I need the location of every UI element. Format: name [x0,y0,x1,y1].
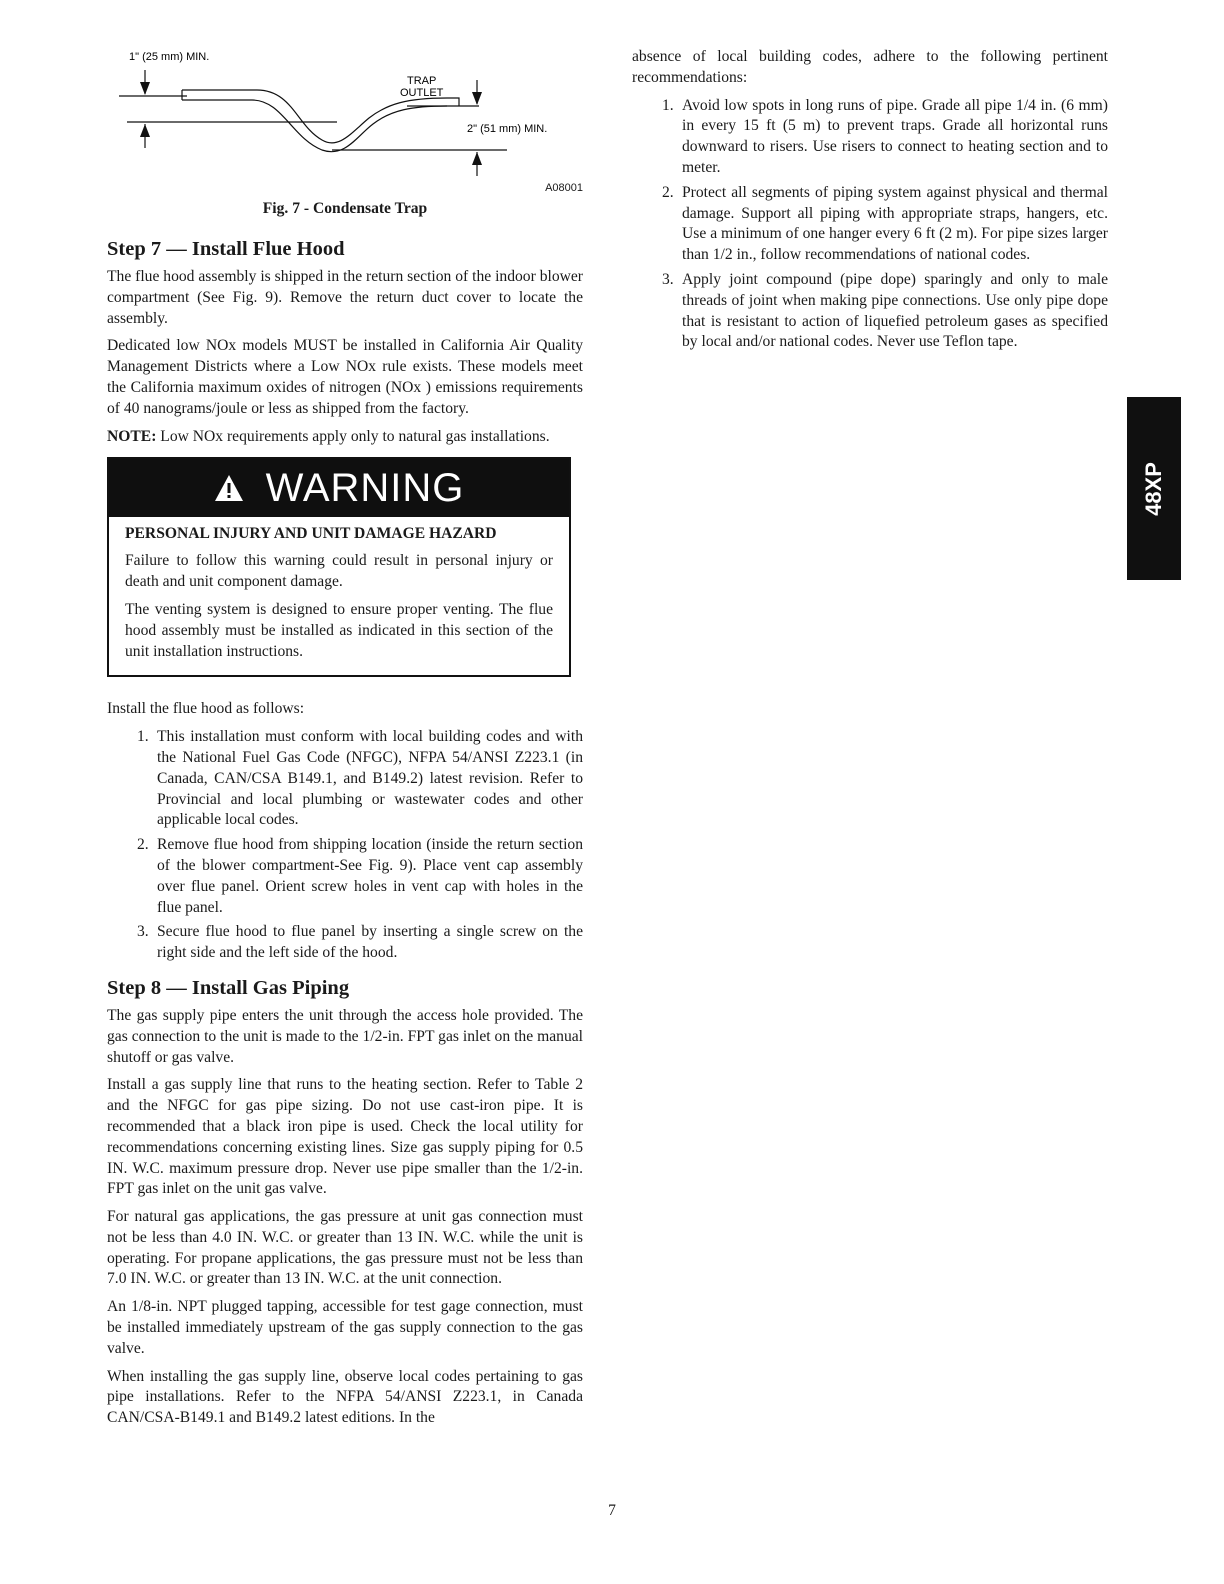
step8-para1: The gas supply pipe enters the unit through the access hole provided. The gas connection to the unit is made to the 1/2-in. FPT gas inlet on the manual shutoff or gas valve. [107,1006,583,1066]
install-flue-list [107,727,583,964]
warning-title: WARNING [265,465,465,510]
step8-para5: When installing the gas supply line, observe local codes pertaining to gas pipe installations. Refer to the NFPA 54/ANSI Z223.1, in Canada CAN/CSA-B149.1 and B149.2 latest editions. In the [107,1367,583,1427]
warning-body [109,517,569,675]
list-item: 3. Apply joint compound (pipe dope) sparingly and only to male threads of joint when making pipe connections. Use only pipe dope that is resistant to action of liquefied petroleum gases as specified by local and/or national codes. Never use Teflon tape. [662,270,1108,351]
condensate-trap-figure [107,40,583,225]
step7-para1: The flue hood assembly is shipped in the return section of the indoor blower compartment (See Fig. 9). Remove the return duct cover to locate the assembly. [107,268,583,327]
page-number: 7 [608,1502,616,1519]
figure-caption: Fig. 7 - Condensate Trap [262,200,428,217]
arrow-up-icon [140,124,150,137]
warning-header [109,459,569,517]
install-flue-intro: Install the flue hood as follows: [107,700,305,718]
list-item: 1. Avoid low spots in long runs of pipe. Grade all pipe 1/4 in. (6 mm) in every 15 ft (5 m) to prevent traps. Grade all horizontal runs downward to risers. Use risers to connect to heating section and to meter. [662,96,1108,176]
left-column [107,40,583,1436]
step8-para3: For natural gas applications, the gas pressure at unit gas connection must not be less than 4.0 IN. W.C. or greater than 13 IN. W.C. while the unit is operating. For propane applications, the gas pressure must not be less than 7.0 IN. W.C. or greater than 13 IN. W.C. at the unit connection. [107,1208,583,1288]
step7-note [107,427,583,448]
condensate-trap-diagram [107,40,583,200]
step7-para2: Dedicated low NOx models MUST be installed in California Air Quality Management Districts where a Low NOx rule exists. These models meet the California maximum oxides of nitrogen (NOx ) emissions requirements of 40 nanograms/joule or less as shipped from the factory. [107,337,583,417]
label-outlet: OUTLET [400,87,444,99]
side-tab [1127,397,1181,580]
label-trap: TRAP [407,75,437,87]
step8-para2: Install a gas supply line that runs to the heating section. Refer to Table 2 and the NFGC for gas pipe sizing. Do not use cast-iron pipe. It is recommended that a black iron pipe is used. Check the local utility for recommendations concerning existing lines. Size gas supply piping for 0.5 IN. W.C. maximum pressure drop. Never use pipe smaller than the 1/2-in. FPT gas inlet on the unit gas valve. [107,1076,583,1198]
note-text: Low NOx requirements apply only to natural gas installations. [156,427,550,445]
trap-pipe-lower [182,100,447,152]
list-item: 2. Remove flue hood from shipping location (inside the return section of the blower compartment-See Fig. 9). Place vent cap assembly over flue panel. Orient screw holes in vent cap with holes in the flue panel. [137,836,583,916]
note-label: NOTE: [107,427,157,445]
list-item: 2. Protect all segments of piping system against physical and thermal damage. Support all piping with appropriate straps, hangers, etc. Use a minimum of one hanger every 6 ft (2 m). For pipe sizes larger than 1/2 in., follow recommendations of national codes. [662,183,1108,264]
recommendations-list [632,96,1108,354]
arrow-up-icon [472,152,482,165]
step7-heading: Step 7 — Install Flue Hood [107,238,345,260]
warning-box [107,457,571,677]
label-1in-min: 1" (25 mm) MIN. [129,51,210,63]
warning-triangle-icon [214,473,244,503]
step8-para4: An 1/8-in. NPT plugged tapping, accessible for test gage connection, must be installed immediately upstream of the gas supply connection to the gas valve. [107,1298,583,1357]
step8-heading: Step 8 — Install Gas Piping [107,976,350,999]
list-item: 1. This installation must conform with local building codes and with the National Fuel Gas Code (NFGC), NFPA 54/ANSI Z223.1 (in Canada, CAN/CSA B149.1, and B149.2) latest revision. Refer to Provincial and local plumbing or wastewater codes and other applicable local codes. [137,728,583,829]
arrow-down-icon [140,82,150,95]
list-item: 3. Secure flue hood to flue panel by inserting a single screw on the right side and the left side of the hood. [137,923,583,962]
side-tab-label: 48XP [1140,461,1166,516]
right-column [632,47,1108,359]
figure-id: A08001 [545,182,583,194]
right-intro: absence of local building codes, adhere to the following pertinent recommendations: [632,48,1108,86]
warning-para2: The venting system is designed to ensure proper venting. The flue hood assembly must be installed as indicated in this section of the unit installation instructions. [125,600,553,660]
warning-hazard: PERSONAL INJURY AND UNIT DAMAGE HAZARD [125,525,497,543]
label-2in-min: 2" (51 mm) MIN. [467,123,548,135]
arrow-down-icon [472,92,482,105]
warning-para1: Failure to follow this warning could result in personal injury or death and unit component damage. [125,552,553,591]
